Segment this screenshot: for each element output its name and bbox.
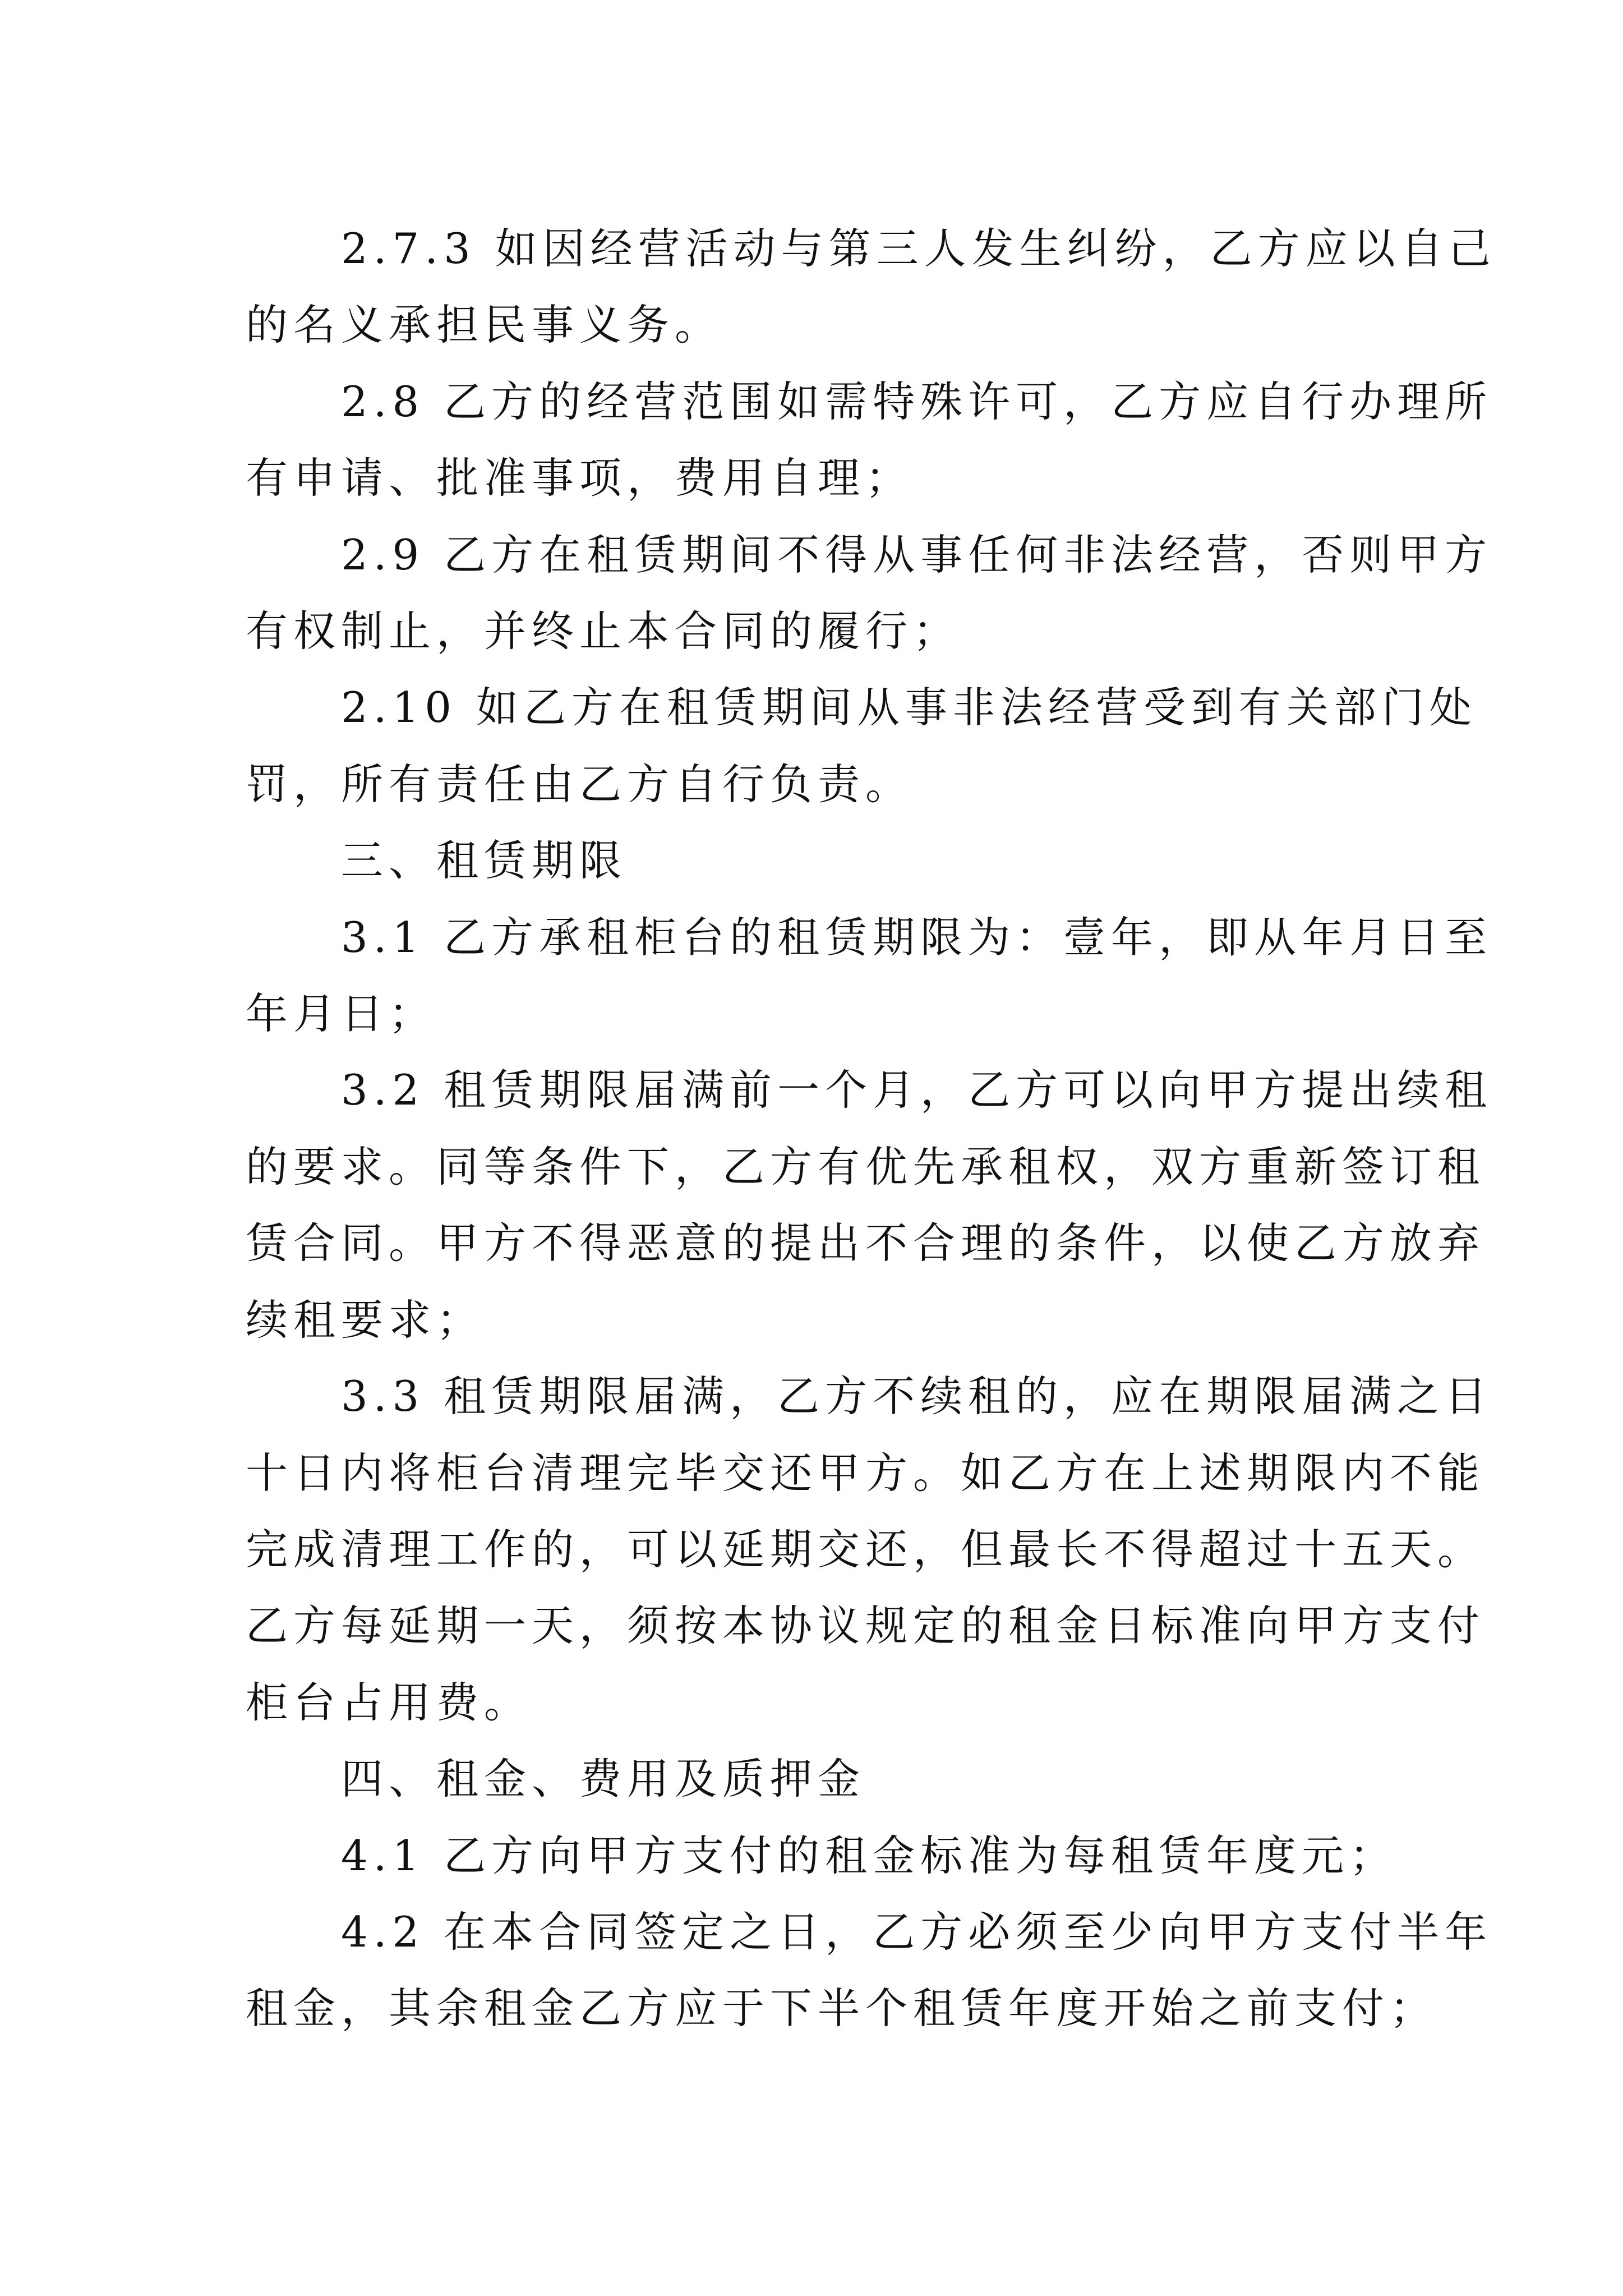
text-line: 柜台占用费。 <box>246 1677 532 1727</box>
text-line: 2.8 乙方的经营范围如需特殊许可，乙方应自行办理所 <box>341 376 1493 426</box>
section-heading-rent-fees-deposit <box>246 1741 1387 1817</box>
paragraph-2-7-3 <box>246 210 1496 364</box>
paragraph-2-9 <box>246 517 1493 670</box>
text-line: 三、租赁期限 <box>341 836 628 886</box>
text-line: 4.1 乙方向甲方支付的租金标准为每租赁年度元； <box>341 1830 1398 1880</box>
text-line: 罚，所有责任由乙方自行负责。 <box>246 759 914 809</box>
text-line: 2.10 如乙方在租赁期间从事非法经营受到有关部门处 <box>341 683 1477 733</box>
text-line: 年月日； <box>246 989 437 1039</box>
paragraph-2-10 <box>246 669 1477 822</box>
text-line: 4.2 在本合同签定之日，乙方必须至少向甲方支付半年 <box>341 1907 1493 1957</box>
text-line: 续租要求； <box>246 1295 485 1345</box>
text-line: 2.9 乙方在租赁期间不得从事任何非法经营，否则甲方 <box>341 530 1493 579</box>
text-line: 完成清理工作的，可以延期交还，但最长不得超过十五天。 <box>246 1524 1486 1574</box>
text-line: 乙方每延期一天，须按本协议规定的租金日标准向甲方支付 <box>246 1601 1486 1651</box>
text-line: 有权制止，并终止本合同的履行； <box>246 606 961 656</box>
document-body <box>246 210 1496 2047</box>
text-line: 十日内将柜台清理完毕交还甲方。如乙方在上述期限内不能 <box>246 1448 1486 1498</box>
text-line: 2.7.3 如因经营活动与第三人发生纠纷，乙方应以自己 <box>341 224 1496 273</box>
text-line: 3.3 租赁期限届满，乙方不续租的，应在期限届满之日 <box>341 1372 1493 1421</box>
section-heading-lease-term <box>246 822 1387 899</box>
text-line: 的名义承担民事义务。 <box>246 300 723 350</box>
text-line: 有申请、批准事项，费用自理； <box>246 453 914 503</box>
text-line: 租金，其余租金乙方应于下半个租赁年度开始之前支付； <box>246 1984 1438 2033</box>
paragraph-3-2 <box>246 1052 1493 1358</box>
paragraph-3-1 <box>246 899 1493 1052</box>
text-line: 四、租金、费用及质押金 <box>341 1754 866 1804</box>
text-line: 3.2 租赁期限届满前一个月，乙方可以向甲方提出续租 <box>341 1065 1493 1115</box>
paragraph-4-1 <box>246 1818 1398 1894</box>
text-line: 的要求。同等条件下，乙方有优先承租权，双方重新签订租 <box>246 1142 1486 1191</box>
text-line: 3.1 乙方承租柜台的租赁期限为：壹年，即从年月日至 <box>341 912 1493 962</box>
paragraph-2-8 <box>246 364 1493 517</box>
paragraph-3-3 <box>246 1358 1493 1741</box>
text-line: 赁合同。甲方不得恶意的提出不合理的条件，以使乙方放弃 <box>246 1218 1486 1268</box>
paragraph-4-2 <box>246 1894 1493 2047</box>
